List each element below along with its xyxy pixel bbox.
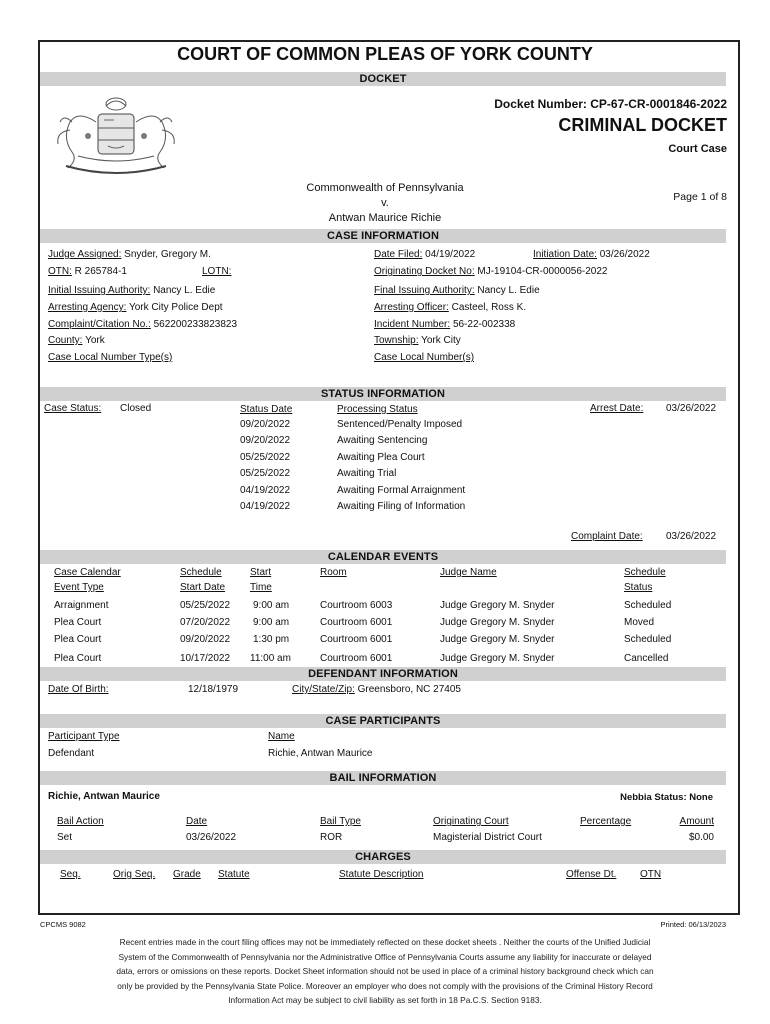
bail-information-bar: BAIL INFORMATION [40, 771, 726, 785]
cal-room: Courtroom 6001 [320, 634, 393, 645]
cal-judge: Judge Gregory M. Snyder [440, 617, 555, 628]
initial-auth-label: Initial Issuing Authority: [48, 285, 151, 296]
case-information-bar: CASE INFORMATION [40, 229, 726, 243]
processing-status-header: Processing Status [337, 404, 418, 415]
case-status-value: Closed [120, 403, 152, 414]
cal-event: Plea Court [54, 634, 102, 645]
participant-type-header: Participant Type [48, 731, 120, 742]
final-auth-value: Nancy L. Edie [477, 285, 540, 296]
initiation-date [533, 249, 650, 260]
cal-header-event1: Case Calendar [54, 567, 121, 578]
cal-header-start2: Time [250, 582, 272, 593]
cal-time: 9:00 am [253, 600, 290, 611]
processing-status: Awaiting Filing of Information [337, 501, 466, 512]
caption-line1: Commonwealth of Pennsylvania [306, 182, 464, 194]
city-state-zip [292, 684, 461, 695]
status-row [337, 435, 427, 446]
otn-value: R 265784-1 [74, 266, 127, 277]
cal-status: Scheduled [624, 600, 672, 611]
cal-judge: Judge Gregory M. Snyder [440, 634, 555, 645]
charge-otn-header: OTN [640, 869, 662, 880]
date-filed [374, 249, 475, 260]
court-case-label: Court Case [668, 143, 727, 155]
page-number: Page 1 of 8 [673, 191, 727, 203]
processing-status: Awaiting Plea Court [337, 452, 425, 463]
status-row [240, 501, 290, 512]
cal-date: 09/20/2022 [180, 634, 231, 645]
complaint-label: Complaint/Citation No.: [48, 319, 151, 330]
court-title: COURT OF COMMON PLEAS OF YORK COUNTY [177, 44, 593, 64]
arresting-agency [48, 302, 223, 313]
cal-header-room: Room [320, 567, 347, 578]
arrest-date-value: 03/26/2022 [666, 403, 717, 414]
cal-header-sched2: Start Date [180, 582, 226, 593]
bail-type: ROR [320, 832, 343, 843]
status-row [337, 452, 425, 463]
cal-time: 9:00 am [253, 617, 290, 628]
bail-type-header: Bail Type [320, 816, 361, 827]
orig-docket-label: Originating Docket No: [374, 266, 475, 277]
cal-time: 1:30 pm [253, 634, 290, 645]
cal-header-event2: Event Type [54, 582, 104, 593]
arresting-officer [374, 302, 526, 313]
caption-line3: Antwan Maurice Richie [328, 212, 442, 224]
cal-room: Courtroom 6003 [320, 600, 393, 611]
charge-offense-date-header: Offense Dt. [566, 869, 617, 880]
originating-docket [374, 266, 607, 277]
date-filed-value: 04/19/2022 [425, 249, 476, 260]
township-value: York City [421, 335, 461, 346]
complaint-value: 562200233823823 [153, 319, 238, 330]
status-date: 05/25/2022 [240, 452, 291, 463]
criminal-docket-title: CRIMINAL DOCKET [558, 115, 727, 135]
docket-number: Docket Number: CP-67-CR-0001846-2022 [494, 97, 727, 111]
status-row [337, 485, 465, 496]
arresting-agency-label: Arresting Agency: [48, 302, 127, 313]
bail-person: Richie, Antwan Maurice [48, 791, 160, 802]
status-date: 04/19/2022 [240, 485, 291, 496]
dob-label: Date Of Birth: [48, 684, 109, 695]
status-row [240, 419, 290, 430]
status-date-header: Status Date [240, 404, 293, 415]
incident-label: Incident Number: [374, 319, 451, 330]
defendant-information-bar: DEFENDANT INFORMATION [40, 667, 726, 681]
cal-date: 05/25/2022 [180, 600, 231, 611]
docket-bar: DOCKET [40, 72, 726, 86]
cal-header-sched1: Schedule [180, 567, 222, 578]
bail-date-header: Date [186, 816, 208, 827]
bail-percentage-header: Percentage [580, 816, 632, 827]
processing-status: Awaiting Sentencing [337, 435, 428, 446]
disclaimer-line: System of the Commonwealth of Pennsylvania nor the Administrative Office of Pennsylvania Courts assume any liability for inaccurate or delayed [118, 951, 652, 962]
processing-status: Awaiting Formal Arraignment [337, 485, 466, 496]
status-date: 05/25/2022 [240, 468, 291, 479]
status-date: 09/20/2022 [240, 435, 291, 446]
final-issuing-authority [374, 285, 540, 296]
dob-value: 12/18/1979 [188, 684, 239, 695]
case-status-label: Case Status: [44, 403, 102, 414]
township [374, 335, 461, 346]
cal-event: Plea Court [54, 617, 102, 628]
city-value: Greensboro, NC 27405 [357, 684, 461, 695]
seal-icon [48, 92, 184, 179]
cal-header-start1: Start [250, 567, 272, 578]
disclaimer-line: only be provided by the Pennsylvania State Police. Moreover an employer who does not comply with the provisions of the Criminal History Record [117, 980, 653, 991]
judge-assigned [48, 249, 211, 260]
calendar-events-bar: CALENDAR EVENTS [40, 550, 726, 564]
city-label: City/State/Zip: [292, 684, 355, 695]
caption-line2: v. [381, 197, 389, 209]
orig-docket-value: MJ-19104-CR-0000056-2022 [477, 266, 608, 277]
case-participants-bar: CASE PARTICIPANTS [40, 714, 726, 728]
cal-date: 10/17/2022 [180, 653, 231, 664]
printed-date: Printed: 06/13/2023 [660, 920, 726, 929]
charge-orig-seq-header: Orig Seq. [113, 869, 156, 880]
processing-status: Awaiting Trial [337, 468, 397, 479]
initial-auth-value: Nancy L. Edie [153, 285, 216, 296]
final-auth-label: Final Issuing Authority: [374, 285, 475, 296]
status-information-bar: STATUS INFORMATION [40, 387, 726, 401]
cal-room: Courtroom 6001 [320, 653, 393, 664]
bail-action: Set [57, 832, 73, 843]
cal-judge: Judge Gregory M. Snyder [440, 600, 555, 611]
charges-bar: CHARGES [40, 850, 726, 864]
charge-grade-header: Grade [173, 869, 201, 880]
judge-value: Snyder, Gregory M. [124, 249, 211, 260]
status-row [240, 485, 290, 496]
cal-date: 07/20/2022 [180, 617, 231, 628]
cal-event: Plea Court [54, 653, 102, 664]
processing-status: Sentenced/Penalty Imposed [337, 419, 463, 430]
status-row [240, 435, 290, 446]
cal-header-status1: Schedule [624, 567, 666, 578]
charge-statute-header: Statute [218, 869, 250, 880]
status-row [337, 501, 465, 512]
cal-time: 11:00 am [250, 653, 291, 664]
county-label: County: [48, 335, 83, 346]
case-local-number-label: Case Local Number(s) [374, 352, 475, 363]
charge-description-header: Statute Description [339, 869, 424, 880]
initial-issuing-authority [48, 285, 215, 296]
participant-name-value: Richie, Antwan Maurice [268, 748, 373, 759]
cal-status: Scheduled [624, 634, 672, 645]
bail-date: 03/26/2022 [186, 832, 237, 843]
cal-status: Cancelled [624, 653, 669, 664]
cal-event: Arraignment [54, 600, 109, 611]
status-row [337, 419, 462, 430]
bail-amount: $0.00 [688, 832, 714, 843]
form-id: CPCMS 9082 [40, 920, 86, 929]
nebbia-status: Nebbia Status: None [620, 792, 713, 803]
initiation-value: 03/26/2022 [599, 249, 650, 260]
status-date: 04/19/2022 [240, 501, 291, 512]
lotn-label: LOTN: [202, 266, 232, 277]
judge-label: Judge Assigned: [48, 249, 122, 260]
county-value: York [85, 335, 105, 346]
disclaimer [40, 935, 730, 1008]
bail-amount-header: Amount [679, 816, 714, 827]
arrest-date-label: Arrest Date: [590, 403, 644, 414]
arresting-officer-value: Casteel, Ross K. [451, 302, 527, 313]
arresting-agency-value: York City Police Dept [128, 302, 223, 313]
participant-type-value: Defendant [48, 748, 95, 759]
cal-header-judge: Judge Name [440, 567, 497, 578]
cal-status: Moved [624, 617, 655, 628]
otn [48, 266, 127, 277]
bail-court-header: Originating Court [433, 816, 509, 827]
arresting-officer-label: Arresting Officer: [374, 302, 449, 313]
status-row [240, 452, 290, 463]
incident-number [374, 319, 515, 330]
cal-judge: Judge Gregory M. Snyder [440, 653, 555, 664]
disclaimer-line: Recent entries made in the court filing offices may not be immediately reflected on these docket sheets . Neither the courts of the Unified Judicial [119, 937, 651, 947]
case-local-type-label: Case Local Number Type(s) [48, 352, 173, 363]
incident-value: 56-22-002338 [452, 319, 516, 330]
charge-seq-header: Seq. [60, 869, 81, 880]
complaint-date-value: 03/26/2022 [666, 531, 717, 542]
complaint-citation [48, 319, 237, 330]
bail-action-header: Bail Action [57, 816, 104, 827]
disclaimer-line: data, errors or omissions on these reports. Docket Sheet information should not be used in place of a criminal history background check which can [116, 966, 654, 976]
status-date: 09/20/2022 [240, 419, 291, 430]
county [48, 335, 105, 346]
bail-court: Magisterial District Court [433, 832, 542, 843]
cal-header-status2: Status [624, 582, 653, 593]
complaint-date-label: Complaint Date: [571, 531, 643, 542]
disclaimer-line: Information Act may be subject to civil liability as set forth in 18 Pa.C.S. Section 9183. [228, 995, 542, 1005]
cal-room: Courtroom 6001 [320, 617, 393, 628]
participant-name-header: Name [268, 731, 295, 742]
status-row [240, 468, 290, 479]
initiation-label: Initiation Date: [533, 249, 597, 260]
otn-label: OTN: [48, 266, 72, 277]
status-row [337, 468, 396, 479]
date-filed-label: Date Filed: [374, 249, 423, 260]
township-label: Township: [374, 335, 419, 346]
